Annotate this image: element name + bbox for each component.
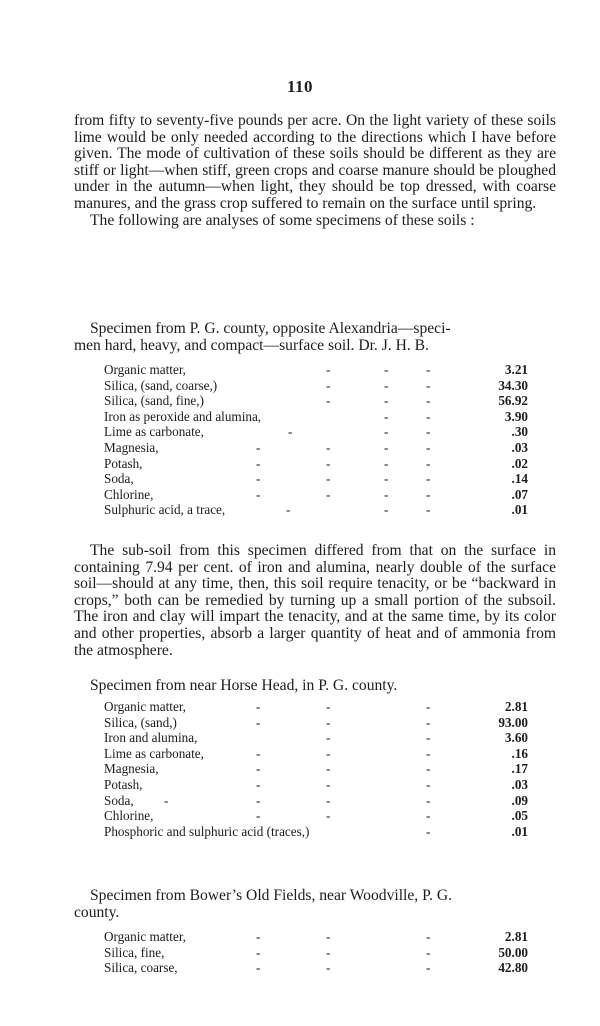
page-number: 110 <box>286 77 314 96</box>
table-row: Lime as carbonate, - - - .30 <box>104 424 528 440</box>
intro-paragraph <box>74 113 556 229</box>
table-row: Chlorine, - - - .05 <box>104 808 528 824</box>
specimen1-heading-line1: Specimen from P. G. county, opposite Alexandria—speci- <box>90 320 451 337</box>
table-row: Magnesia, - - - - .03 <box>104 439 528 455</box>
intro-text: from fifty to seventy-five pounds per acre. On the light variety of these soils lime would be only needed according to the directions which I have before given. The mode of cultivation of these soils should be different as they are stiff or light—when stiff, green crops and coarse manure should be ploughed under in the autumn—when light, they should be top dressed, with coarse manures, and the grass crop suffered to remain on the surface until spring. <box>74 112 556 212</box>
table-row: Organic matter, - - - 2.81 <box>104 699 528 714</box>
table-row: Potash, - - - .03 <box>104 776 528 792</box>
table-row: Potash, - - - - .02 <box>104 455 528 471</box>
table-row: Iron as peroxide and alumina, - - 3.90 <box>104 408 528 424</box>
subsoil-paragraph <box>74 543 556 659</box>
specimen2-heading <box>90 678 556 695</box>
specimen2-analysis-table <box>104 699 528 839</box>
table-row: Organic matter, - - - 3.21 <box>104 362 528 377</box>
specimen3-heading <box>74 887 556 922</box>
specimen1-heading-line2: men hard, heavy, and compact—surface soil. Dr. J. H. B. <box>74 336 429 354</box>
table-row: Iron and alumina, - - 3.60 <box>104 730 528 746</box>
table-row: Magnesia, - - - .17 <box>104 761 528 777</box>
specimen1-heading <box>74 320 556 355</box>
table-row: Silica, (sand, fine,) - - - 56.92 <box>104 393 528 409</box>
table-row: Organic matter, - - - 2.81 <box>104 929 528 944</box>
table-row: Sulphuric acid, a trace, - - - .01 <box>104 502 528 518</box>
table-row: Silica, (sand, coarse,) - - - 34.30 <box>104 377 528 393</box>
table-row: Soda, - - - - .09 <box>104 792 528 808</box>
table-row: Silica, (sand,) - - - 93.00 <box>104 714 528 730</box>
table-row: Silica, fine, - - - 50.00 <box>104 944 528 960</box>
specimen3-analysis-table <box>104 929 528 976</box>
table-row: Lime as carbonate, - - - .16 <box>104 745 528 761</box>
table-row: Soda, - - - - .14 <box>104 471 528 487</box>
intro-followup-text: The following are analyses of some specimens of these soils : <box>90 211 475 229</box>
table-row: Silica, coarse, - - - 42.80 <box>104 960 528 976</box>
table-row: Chlorine, - - - - .07 <box>104 486 528 502</box>
table-row: Phosphoric and sulphuric acid (traces,) - .01 <box>104 823 528 839</box>
subsoil-text: The sub-soil from this specimen differed from that on the surface in containing 7.94 per cent. of iron and alumina, nearly double of the surface soil—should at any time, then, this soil require tenacity, or be “backward in crops,” both can be remedied by turning up a small portion of the subsoil. The iron and clay will impart the tenacity, and at the same time, by its color and other properties, absorb a larger quantity of heat and of ammonia from the atmosphere. <box>74 542 556 659</box>
specimen1-analysis-table <box>104 362 528 518</box>
specimen2-heading-line1: Specimen from near Horse Head, in P. G. county. <box>90 677 398 694</box>
specimen3-heading-line1: Specimen from Bower’s Old Fields, near Woodville, P. G. <box>90 887 452 904</box>
specimen3-heading-line2: county. <box>74 903 120 921</box>
